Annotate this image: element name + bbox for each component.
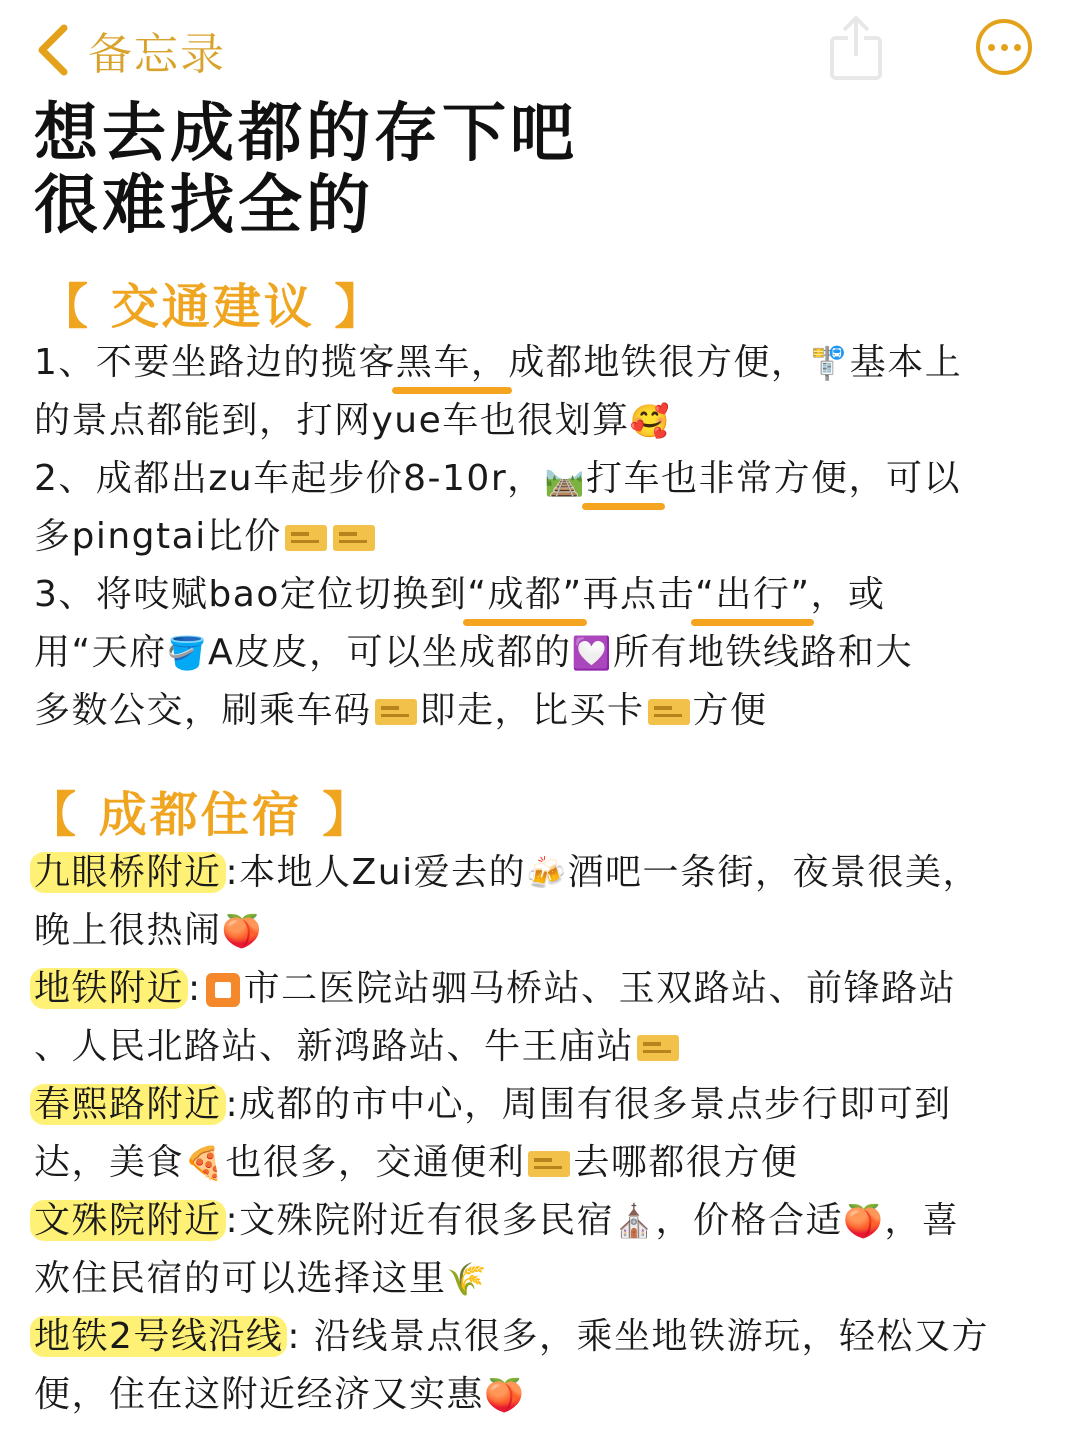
traffic-line-2: 的景点都能到，打网yue车也很划算🥰 [34,400,672,441]
traffic-line-4: 多pingtai比价 [34,508,1064,566]
peach-icon: 🍑 [843,1202,885,1240]
lodging-line-5: 春熙路附近 :成都的市中心，周围有很多景点步行即可到 [34,1076,1064,1134]
square-icon [206,973,240,1007]
smiling-hearts-icon: 🥰 [629,402,672,440]
traffic-section [34,334,1064,740]
bus-stop-icon: 🚏 [808,344,850,382]
ticket-icon [528,1151,570,1177]
underline-black-car: 黑车， [396,334,509,392]
highlight-line2: 地铁2号线沿线 [30,1316,287,1357]
back-button[interactable] [34,20,226,80]
traffic-line-1: 1、不要坐路边的揽客黑车，成都地铁很方便，🚏基本上 [34,334,1064,392]
bucket-icon: 🪣 [166,634,208,672]
back-label: 备忘录 [88,29,226,80]
highlight-chunxilu: 春熙路附近 [30,1084,226,1125]
railway-icon: 🛤️ [544,460,586,498]
lodging-line-2: 晚上很热闹🍑 [34,910,263,951]
top-bar [0,0,1080,100]
peach-icon: 🍑 [221,912,263,950]
wheat-icon: 🌾 [446,1260,488,1298]
highlight-metro: 地铁附近 [30,968,188,1009]
more-icon[interactable] [976,19,1032,75]
traffic-line-3: 2、成都出zu车起步价8-10r，🛤️打车也非常方便，可以 [34,450,1064,508]
underline-taxi: 打车 [586,450,661,508]
ticket-icon [333,525,375,551]
share-icon[interactable] [826,12,886,82]
title-line-1: 想去成都的存下吧 [34,97,578,171]
peach-icon: 🍑 [484,1376,526,1414]
section-heading-traffic: 【 交通建议 】 [40,279,386,335]
ticket-icon [375,699,417,725]
lodging-line-1: 九眼桥附近 :本地人Zui爱去的🍻酒吧一条街，夜景很美， [34,844,1064,902]
heart-decoration-icon: 💟 [571,634,613,672]
traffic-line-5: 3、将吱赋bao定位切换到“成都”再点击“出行”，或 [34,566,1064,624]
underline-chengdu: “成都” [467,566,582,624]
lodging-line-4: 、人民北路站、新鸿路站、牛王庙站 [34,1018,1064,1076]
traffic-line-6: 用“天府🪣A皮皮，可以坐成都的💟所有地铁线路和大 [34,632,913,673]
beer-icon: 🍻 [526,854,568,892]
pizza-icon: 🍕 [184,1144,226,1182]
highlight-wenshuyuan: 文殊院附近 [30,1200,226,1241]
chevron-left-icon [34,24,70,76]
title-line-2: 很难找全的 [34,169,374,243]
lodging-line-3: 地铁附近 : 市二医院站驷马桥站、玉双路站、前锋路站 [34,960,1064,1018]
lodging-line-10: 便，住在这附近经济又实惠🍑 [34,1374,526,1415]
traffic-line-7: 多数公交，刷乘车码 即走，比买卡 方便 [34,690,768,731]
page-title [34,98,1034,242]
lodging-line-7: 文殊院附近 :文殊院附近有很多民宿⛪，价格合适🍑，喜 [34,1192,1064,1250]
ticket-icon [637,1035,679,1061]
ticket-icon [648,699,690,725]
highlight-jiuyanqiao: 九眼桥附近 [30,852,226,893]
lodging-line-8: 欢住民宿的可以选择这里🌾 [34,1258,488,1299]
section-heading-lodging: 【 成都住宿 】 [28,787,374,843]
lodging-section [34,844,1064,1424]
church-icon: ⛪ [614,1202,656,1240]
ticket-icon [285,525,327,551]
lodging-line-9: 地铁2号线沿线 : 沿线景点很多，乘坐地铁游玩，轻松又方 [34,1308,1064,1366]
lodging-line-6: 达，美食🍕也很多，交通便利 去哪都很方便 [34,1142,799,1183]
underline-travel: “出行” [695,566,810,624]
